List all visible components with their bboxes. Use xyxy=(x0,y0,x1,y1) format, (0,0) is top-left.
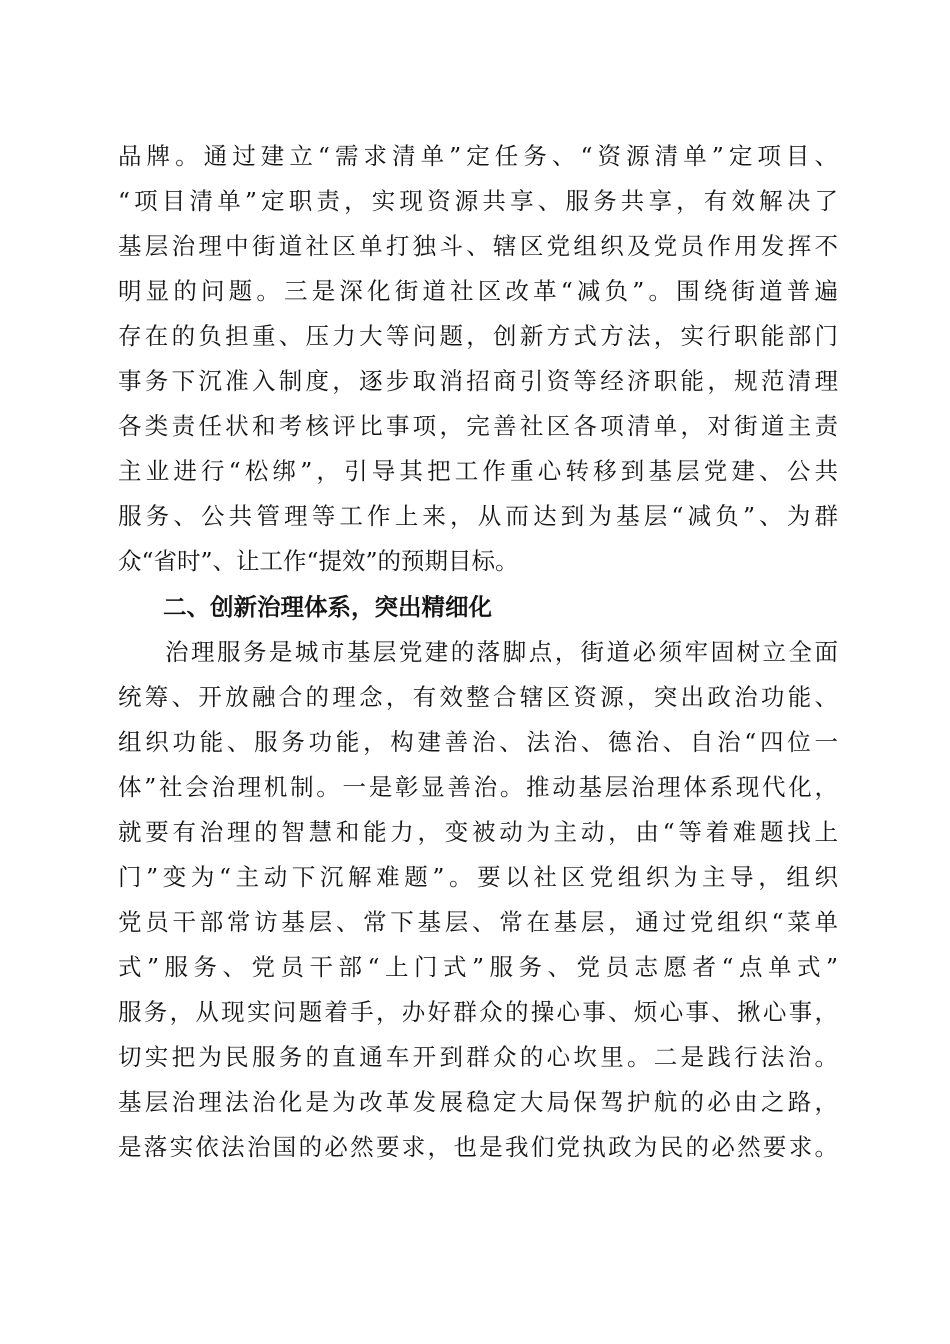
paragraph-2-line: 党员干部常访基层、常下基层、常在基层，通过党组织“菜单 xyxy=(118,908,838,936)
paragraph-2-line: 切实把为民服务的直通车开到群众的心坎里。二是践行法治。 xyxy=(118,1043,838,1071)
paragraph-1-line: 众“省时”、让工作“提效”的预期目标。 xyxy=(118,547,519,575)
paragraph-1-line: 主业进行“松绑”，引导其把工作重心转移到基层党建、公共 xyxy=(118,457,838,485)
paragraph-1-line: 品牌。通过建立“需求清单”定任务、“资源清单”定项目、 xyxy=(118,142,838,170)
section-heading: 二、创新治理体系，突出精细化 xyxy=(163,593,492,621)
paragraph-2-line: 体”社会治理机制。一是彰显善治。推动基层治理体系现代化， xyxy=(118,773,838,801)
paragraph-1-line: 各类责任状和考核评比事项，完善社区各项清单，对街道主责 xyxy=(118,412,838,440)
paragraph-2-line: 基层治理法治化是为改革发展稳定大局保驾护航的必由之路， xyxy=(118,1088,838,1116)
paragraph-1-line: 基层治理中街道社区单打独斗、辖区党组织及党员作用发挥不 xyxy=(118,232,838,260)
paragraph-1-line: 存在的负担重、压力大等问题，创新方式方法，实行职能部门 xyxy=(118,322,838,350)
paragraph-2-line: 统筹、开放融合的理念，有效整合辖区资源，突出政治功能、 xyxy=(118,683,838,711)
paragraph-1-line: 明显的问题。三是深化街道社区改革“减负”。围绕街道普遍 xyxy=(118,277,838,305)
paragraph-2-line: 式”服务、党员干部“上门式”服务、党员志愿者“点单式” xyxy=(118,953,838,981)
paragraph-2-line: 组织功能、服务功能，构建善治、法治、德治、自治“四位一 xyxy=(118,728,838,756)
paragraph-1-line: “项目清单”定职责，实现资源共享、服务共享，有效解决了 xyxy=(118,187,838,215)
paragraph-2-line: 门”变为“主动下沉解难题”。要以社区党组织为主导，组织 xyxy=(118,863,838,891)
paragraph-1-line: 服务、公共管理等工作上来，从而达到为基层“减负”、为群 xyxy=(118,502,838,530)
paragraph-2-line: 就要有治理的智慧和能力，变被动为主动，由“等着难题找上 xyxy=(118,818,838,846)
paragraph-2-line: 服务，从现实问题着手，办好群众的操心事、烦心事、揪心事， xyxy=(118,998,838,1026)
paragraph-1-line: 事务下沉准入制度，逐步取消招商引资等经济职能，规范清理 xyxy=(118,367,838,395)
paragraph-2-line: 是落实依法治国的必然要求，也是我们党执政为民的必然要求。 xyxy=(118,1133,838,1161)
paragraph-2-line: 治理服务是城市基层党建的落脚点，街道必须牢固树立全面 xyxy=(165,638,838,666)
